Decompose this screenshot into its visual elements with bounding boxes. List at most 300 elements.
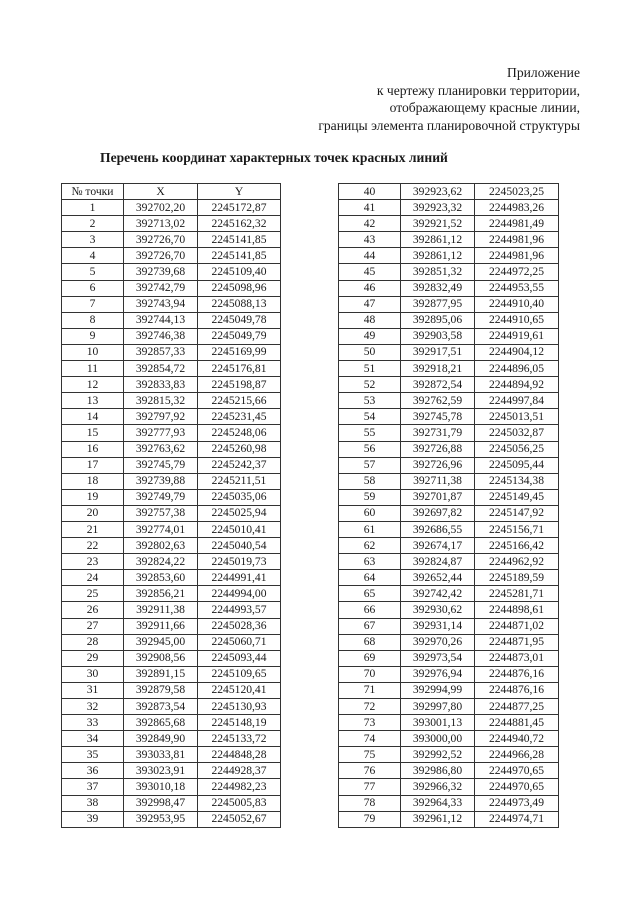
y-coordinate-cell: 2244970,65 (475, 779, 559, 795)
y-coordinate-cell: 2245098,96 (198, 280, 281, 296)
table-row (339, 666, 559, 682)
y-coordinate-cell: 2245049,79 (198, 328, 281, 344)
y-coordinate-cell: 2245189,59 (475, 570, 559, 586)
y-coordinate-cell: 2245028,36 (198, 618, 281, 634)
y-coordinate-cell: 2245162,32 (198, 216, 281, 232)
table-row (62, 232, 281, 248)
table-row (62, 795, 281, 811)
x-coordinate-cell: 392774,01 (124, 521, 198, 537)
y-coordinate-cell: 2244981,96 (475, 248, 559, 264)
point-number-cell: 4 (62, 248, 124, 264)
column-header-y: Y (198, 184, 281, 200)
table-row (62, 747, 281, 763)
x-coordinate-cell: 393001,13 (401, 715, 475, 731)
point-number-cell: 2 (62, 216, 124, 232)
y-coordinate-cell: 2245141,85 (198, 248, 281, 264)
y-coordinate-cell: 2244848,28 (198, 747, 281, 763)
point-number-cell: 20 (62, 505, 124, 521)
x-coordinate-cell: 392824,87 (401, 554, 475, 570)
point-number-cell: 13 (62, 393, 124, 409)
table-row (62, 602, 281, 618)
point-number-cell: 62 (339, 538, 401, 554)
point-number-cell: 5 (62, 264, 124, 280)
table-row (62, 296, 281, 312)
table-row (339, 441, 559, 457)
y-coordinate-cell: 2245109,40 (198, 264, 281, 280)
point-number-cell: 42 (339, 216, 401, 232)
x-coordinate-cell: 392992,52 (401, 747, 475, 763)
y-coordinate-cell: 2244993,57 (198, 602, 281, 618)
point-number-cell: 27 (62, 618, 124, 634)
y-coordinate-cell: 2245166,42 (475, 538, 559, 554)
point-number-cell: 68 (339, 634, 401, 650)
x-coordinate-cell: 392923,32 (401, 200, 475, 216)
table-row (62, 328, 281, 344)
table-row (339, 538, 559, 554)
appendix-header (180, 64, 580, 134)
point-number-cell: 54 (339, 409, 401, 425)
table-row (339, 361, 559, 377)
x-coordinate-cell: 392742,79 (124, 280, 198, 296)
point-number-cell: 8 (62, 312, 124, 328)
x-coordinate-cell: 392973,54 (401, 650, 475, 666)
y-coordinate-cell: 2244966,28 (475, 747, 559, 763)
x-coordinate-cell: 393010,18 (124, 779, 198, 795)
x-coordinate-cell: 392998,47 (124, 795, 198, 811)
point-number-cell: 25 (62, 586, 124, 602)
appendix-line-3: отображающему красные линии, (389, 100, 580, 115)
point-number-cell: 45 (339, 264, 401, 280)
y-coordinate-cell: 2244871,95 (475, 634, 559, 650)
point-number-cell: 35 (62, 747, 124, 763)
x-coordinate-cell: 392763,62 (124, 441, 198, 457)
y-coordinate-cell: 2244981,96 (475, 232, 559, 248)
y-coordinate-cell: 2244982,23 (198, 779, 281, 795)
appendix-line-2: к чертежу планировки территории, (376, 82, 580, 98)
y-coordinate-cell: 2244991,41 (198, 570, 281, 586)
table-row (339, 554, 559, 570)
point-number-cell: 56 (339, 441, 401, 457)
table-row (339, 763, 559, 779)
table-row (339, 264, 559, 280)
x-coordinate-cell: 392726,96 (401, 457, 475, 473)
point-number-cell: 66 (339, 602, 401, 618)
table-row (62, 811, 281, 827)
x-coordinate-cell: 392945,00 (124, 634, 198, 650)
point-number-cell: 52 (339, 377, 401, 393)
y-coordinate-cell: 2245133,72 (198, 731, 281, 747)
point-number-cell: 24 (62, 570, 124, 586)
x-coordinate-cell: 392849,90 (124, 731, 198, 747)
point-number-cell: 1 (62, 200, 124, 216)
y-coordinate-cell: 2245260,98 (198, 441, 281, 457)
x-coordinate-cell: 392739,68 (124, 264, 198, 280)
table-row (339, 505, 559, 521)
y-coordinate-cell: 2244940,72 (475, 731, 559, 747)
point-number-cell: 53 (339, 393, 401, 409)
table-row (339, 586, 559, 602)
y-coordinate-cell: 2245242,37 (198, 457, 281, 473)
x-coordinate-cell: 392911,38 (124, 602, 198, 618)
point-number-cell: 70 (339, 666, 401, 682)
x-coordinate-cell: 392918,21 (401, 361, 475, 377)
point-number-cell: 9 (62, 328, 124, 344)
y-coordinate-cell: 2245176,81 (198, 361, 281, 377)
x-coordinate-cell: 392824,22 (124, 554, 198, 570)
x-coordinate-cell: 392745,78 (401, 409, 475, 425)
x-coordinate-cell: 392853,60 (124, 570, 198, 586)
point-number-cell: 23 (62, 554, 124, 570)
x-coordinate-cell: 392961,12 (401, 811, 475, 827)
point-number-cell: 64 (339, 570, 401, 586)
point-number-cell: 79 (339, 811, 401, 827)
y-coordinate-cell: 2244974,71 (475, 811, 559, 827)
point-number-cell: 73 (339, 715, 401, 731)
y-coordinate-cell: 2244910,40 (475, 296, 559, 312)
x-coordinate-cell: 392953,95 (124, 811, 198, 827)
table-row (62, 650, 281, 666)
point-number-cell: 11 (62, 361, 124, 377)
y-coordinate-cell: 2244896,05 (475, 361, 559, 377)
x-coordinate-cell: 392857,33 (124, 344, 198, 360)
y-coordinate-cell: 2245095,44 (475, 457, 559, 473)
y-coordinate-cell: 2245231,45 (198, 409, 281, 425)
x-coordinate-cell: 393033,81 (124, 747, 198, 763)
y-coordinate-cell: 2245148,19 (198, 715, 281, 731)
y-coordinate-cell: 2245019,73 (198, 554, 281, 570)
y-coordinate-cell: 2244997,84 (475, 393, 559, 409)
point-number-cell: 36 (62, 763, 124, 779)
point-number-cell: 60 (339, 505, 401, 521)
x-coordinate-cell: 392731,79 (401, 425, 475, 441)
point-number-cell: 12 (62, 377, 124, 393)
table-row (62, 489, 281, 505)
table-row (339, 779, 559, 795)
point-number-cell: 3 (62, 232, 124, 248)
table-row (62, 538, 281, 554)
y-coordinate-cell: 2245025,94 (198, 505, 281, 521)
y-coordinate-cell: 2244876,16 (475, 682, 559, 698)
x-coordinate-cell: 392872,54 (401, 377, 475, 393)
table-row (339, 312, 559, 328)
point-number-cell: 19 (62, 489, 124, 505)
x-coordinate-cell: 392877,95 (401, 296, 475, 312)
x-coordinate-cell: 392802,63 (124, 538, 198, 554)
table-row (62, 634, 281, 650)
point-number-cell: 46 (339, 280, 401, 296)
x-coordinate-cell: 392854,72 (124, 361, 198, 377)
y-coordinate-cell: 2244973,49 (475, 795, 559, 811)
y-coordinate-cell: 2245149,45 (475, 489, 559, 505)
point-number-cell: 61 (339, 521, 401, 537)
point-number-cell: 16 (62, 441, 124, 457)
table-row (339, 618, 559, 634)
y-coordinate-cell: 2244910,65 (475, 312, 559, 328)
y-coordinate-cell: 2245130,93 (198, 699, 281, 715)
point-number-cell: 18 (62, 473, 124, 489)
point-number-cell: 14 (62, 409, 124, 425)
point-number-cell: 57 (339, 457, 401, 473)
x-coordinate-cell: 392966,32 (401, 779, 475, 795)
point-number-cell: 48 (339, 312, 401, 328)
table-row (62, 570, 281, 586)
table-row (62, 377, 281, 393)
y-coordinate-cell: 2245147,92 (475, 505, 559, 521)
point-number-cell: 74 (339, 731, 401, 747)
y-coordinate-cell: 2244877,25 (475, 699, 559, 715)
point-number-cell: 39 (62, 811, 124, 827)
table-row (339, 248, 559, 264)
y-coordinate-cell: 2245156,71 (475, 521, 559, 537)
point-number-cell: 59 (339, 489, 401, 505)
table-row (62, 312, 281, 328)
x-coordinate-cell: 392997,80 (401, 699, 475, 715)
x-coordinate-cell: 392702,20 (124, 200, 198, 216)
y-coordinate-cell: 2244904,12 (475, 344, 559, 360)
point-number-cell: 43 (339, 232, 401, 248)
table-row (62, 586, 281, 602)
y-coordinate-cell: 2245005,83 (198, 795, 281, 811)
table-row (62, 457, 281, 473)
point-number-cell: 49 (339, 328, 401, 344)
table-row (339, 795, 559, 811)
x-coordinate-cell: 392713,02 (124, 216, 198, 232)
y-coordinate-cell: 2244972,25 (475, 264, 559, 280)
x-coordinate-cell: 392903,58 (401, 328, 475, 344)
y-coordinate-cell: 2245172,87 (198, 200, 281, 216)
table-row (62, 554, 281, 570)
point-number-cell: 67 (339, 618, 401, 634)
x-coordinate-cell: 392879,58 (124, 682, 198, 698)
x-coordinate-cell: 393000,00 (401, 731, 475, 747)
y-coordinate-cell: 2245093,44 (198, 650, 281, 666)
x-coordinate-cell: 392986,80 (401, 763, 475, 779)
table-row (339, 570, 559, 586)
y-coordinate-cell: 2244970,65 (475, 763, 559, 779)
point-number-cell: 21 (62, 521, 124, 537)
y-coordinate-cell: 2245248,06 (198, 425, 281, 441)
point-number-cell: 65 (339, 586, 401, 602)
y-coordinate-cell: 2245032,87 (475, 425, 559, 441)
table-row (62, 361, 281, 377)
table-row (62, 618, 281, 634)
point-number-cell: 31 (62, 682, 124, 698)
y-coordinate-cell: 2245134,38 (475, 473, 559, 489)
table-row (62, 409, 281, 425)
x-coordinate-cell: 392743,94 (124, 296, 198, 312)
y-coordinate-cell: 2244881,45 (475, 715, 559, 731)
table-row (62, 200, 281, 216)
point-number-cell: 41 (339, 200, 401, 216)
x-coordinate-cell: 392726,70 (124, 248, 198, 264)
x-coordinate-cell: 392873,54 (124, 699, 198, 715)
point-number-cell: 69 (339, 650, 401, 666)
table-row (339, 650, 559, 666)
x-coordinate-cell: 392757,38 (124, 505, 198, 521)
table-row (339, 184, 559, 200)
table-row (62, 425, 281, 441)
table-row (339, 731, 559, 747)
x-coordinate-cell: 392674,17 (401, 538, 475, 554)
x-coordinate-cell: 392652,44 (401, 570, 475, 586)
y-coordinate-cell: 2244928,37 (198, 763, 281, 779)
point-number-cell: 26 (62, 602, 124, 618)
x-coordinate-cell: 392739,88 (124, 473, 198, 489)
y-coordinate-cell: 2244994,00 (198, 586, 281, 602)
x-coordinate-cell: 392994,99 (401, 682, 475, 698)
x-coordinate-cell: 392931,14 (401, 618, 475, 634)
x-coordinate-cell: 392908,56 (124, 650, 198, 666)
table-row (339, 489, 559, 505)
x-coordinate-cell: 392726,70 (124, 232, 198, 248)
x-coordinate-cell: 392865,68 (124, 715, 198, 731)
table-row (62, 699, 281, 715)
table-row (339, 393, 559, 409)
y-coordinate-cell: 2245013,51 (475, 409, 559, 425)
table-row (339, 715, 559, 731)
point-number-cell: 34 (62, 731, 124, 747)
table-row (62, 731, 281, 747)
table-row (62, 248, 281, 264)
table-row (62, 666, 281, 682)
y-coordinate-cell: 2245056,25 (475, 441, 559, 457)
point-number-cell: 6 (62, 280, 124, 296)
table-row (339, 296, 559, 312)
table-row (339, 811, 559, 827)
table-row (62, 216, 281, 232)
point-number-cell: 55 (339, 425, 401, 441)
x-coordinate-cell: 393023,91 (124, 763, 198, 779)
point-number-cell: 15 (62, 425, 124, 441)
point-number-cell: 29 (62, 650, 124, 666)
x-coordinate-cell: 392815,32 (124, 393, 198, 409)
table-row (339, 328, 559, 344)
x-coordinate-cell: 392911,66 (124, 618, 198, 634)
y-coordinate-cell: 2245052,67 (198, 811, 281, 827)
x-coordinate-cell: 392746,38 (124, 328, 198, 344)
table-row (62, 473, 281, 489)
y-coordinate-cell: 2245215,66 (198, 393, 281, 409)
x-coordinate-cell: 392923,62 (401, 184, 475, 200)
y-coordinate-cell: 2245211,51 (198, 473, 281, 489)
table-row (339, 425, 559, 441)
y-coordinate-cell: 2245109,65 (198, 666, 281, 682)
x-coordinate-cell: 392930,62 (401, 602, 475, 618)
y-coordinate-cell: 2245035,06 (198, 489, 281, 505)
point-number-cell: 22 (62, 538, 124, 554)
y-coordinate-cell: 2244894,92 (475, 377, 559, 393)
column-header-point-number: № точки (62, 184, 124, 200)
point-number-cell: 77 (339, 779, 401, 795)
table-row (62, 280, 281, 296)
x-coordinate-cell: 392964,33 (401, 795, 475, 811)
x-coordinate-cell: 392921,52 (401, 216, 475, 232)
x-coordinate-cell: 392832,49 (401, 280, 475, 296)
table-header-row (62, 184, 281, 200)
x-coordinate-cell: 392711,38 (401, 473, 475, 489)
y-coordinate-cell: 2245060,71 (198, 634, 281, 650)
x-coordinate-cell: 392851,32 (401, 264, 475, 280)
table-row (62, 763, 281, 779)
x-coordinate-cell: 392891,15 (124, 666, 198, 682)
table-row (339, 699, 559, 715)
table-row (339, 200, 559, 216)
point-number-cell: 47 (339, 296, 401, 312)
appendix-line-4: границы элемента планировочной структуры (318, 117, 580, 133)
table-row (62, 521, 281, 537)
table-row (62, 441, 281, 457)
point-number-cell: 7 (62, 296, 124, 312)
point-number-cell: 33 (62, 715, 124, 731)
point-number-cell: 50 (339, 344, 401, 360)
table-row (62, 715, 281, 731)
point-number-cell: 76 (339, 763, 401, 779)
y-coordinate-cell: 2245023,25 (475, 184, 559, 200)
coordinates-table-left-body (62, 200, 281, 828)
y-coordinate-cell: 2244953,55 (475, 280, 559, 296)
table-row (339, 232, 559, 248)
table-row (62, 344, 281, 360)
point-number-cell: 51 (339, 361, 401, 377)
table-row (62, 779, 281, 795)
coordinates-table-left (61, 183, 281, 828)
y-coordinate-cell: 2244898,61 (475, 602, 559, 618)
x-coordinate-cell: 392861,12 (401, 232, 475, 248)
point-number-cell: 44 (339, 248, 401, 264)
table-row (339, 216, 559, 232)
point-number-cell: 58 (339, 473, 401, 489)
y-coordinate-cell: 2245198,87 (198, 377, 281, 393)
appendix-line-1: Приложение (507, 65, 580, 80)
y-coordinate-cell: 2245049,78 (198, 312, 281, 328)
x-coordinate-cell: 392976,94 (401, 666, 475, 682)
y-coordinate-cell: 2244919,61 (475, 328, 559, 344)
coordinates-table-right (338, 183, 559, 828)
table-row (339, 602, 559, 618)
x-coordinate-cell: 392895,06 (401, 312, 475, 328)
column-header-x: X (124, 184, 198, 200)
point-number-cell: 32 (62, 699, 124, 715)
table-row (339, 521, 559, 537)
table-row (339, 409, 559, 425)
x-coordinate-cell: 392856,21 (124, 586, 198, 602)
page-title: Перечень координат характерных точек красных линий (100, 150, 448, 165)
y-coordinate-cell: 2245169,99 (198, 344, 281, 360)
table-row (339, 377, 559, 393)
y-coordinate-cell: 2244981,49 (475, 216, 559, 232)
y-coordinate-cell: 2244871,02 (475, 618, 559, 634)
table-row (339, 682, 559, 698)
x-coordinate-cell: 392745,79 (124, 457, 198, 473)
point-number-cell: 28 (62, 634, 124, 650)
y-coordinate-cell: 2244876,16 (475, 666, 559, 682)
table-row (339, 344, 559, 360)
table-row (62, 682, 281, 698)
coordinates-table-right-body (339, 184, 559, 828)
table-row (339, 747, 559, 763)
point-number-cell: 17 (62, 457, 124, 473)
y-coordinate-cell: 2245281,71 (475, 586, 559, 602)
x-coordinate-cell: 392861,12 (401, 248, 475, 264)
point-number-cell: 63 (339, 554, 401, 570)
x-coordinate-cell: 392797,92 (124, 409, 198, 425)
y-coordinate-cell: 2245141,85 (198, 232, 281, 248)
x-coordinate-cell: 392777,93 (124, 425, 198, 441)
table-row (339, 457, 559, 473)
point-number-cell: 72 (339, 699, 401, 715)
x-coordinate-cell: 392749,79 (124, 489, 198, 505)
y-coordinate-cell: 2245010,41 (198, 521, 281, 537)
